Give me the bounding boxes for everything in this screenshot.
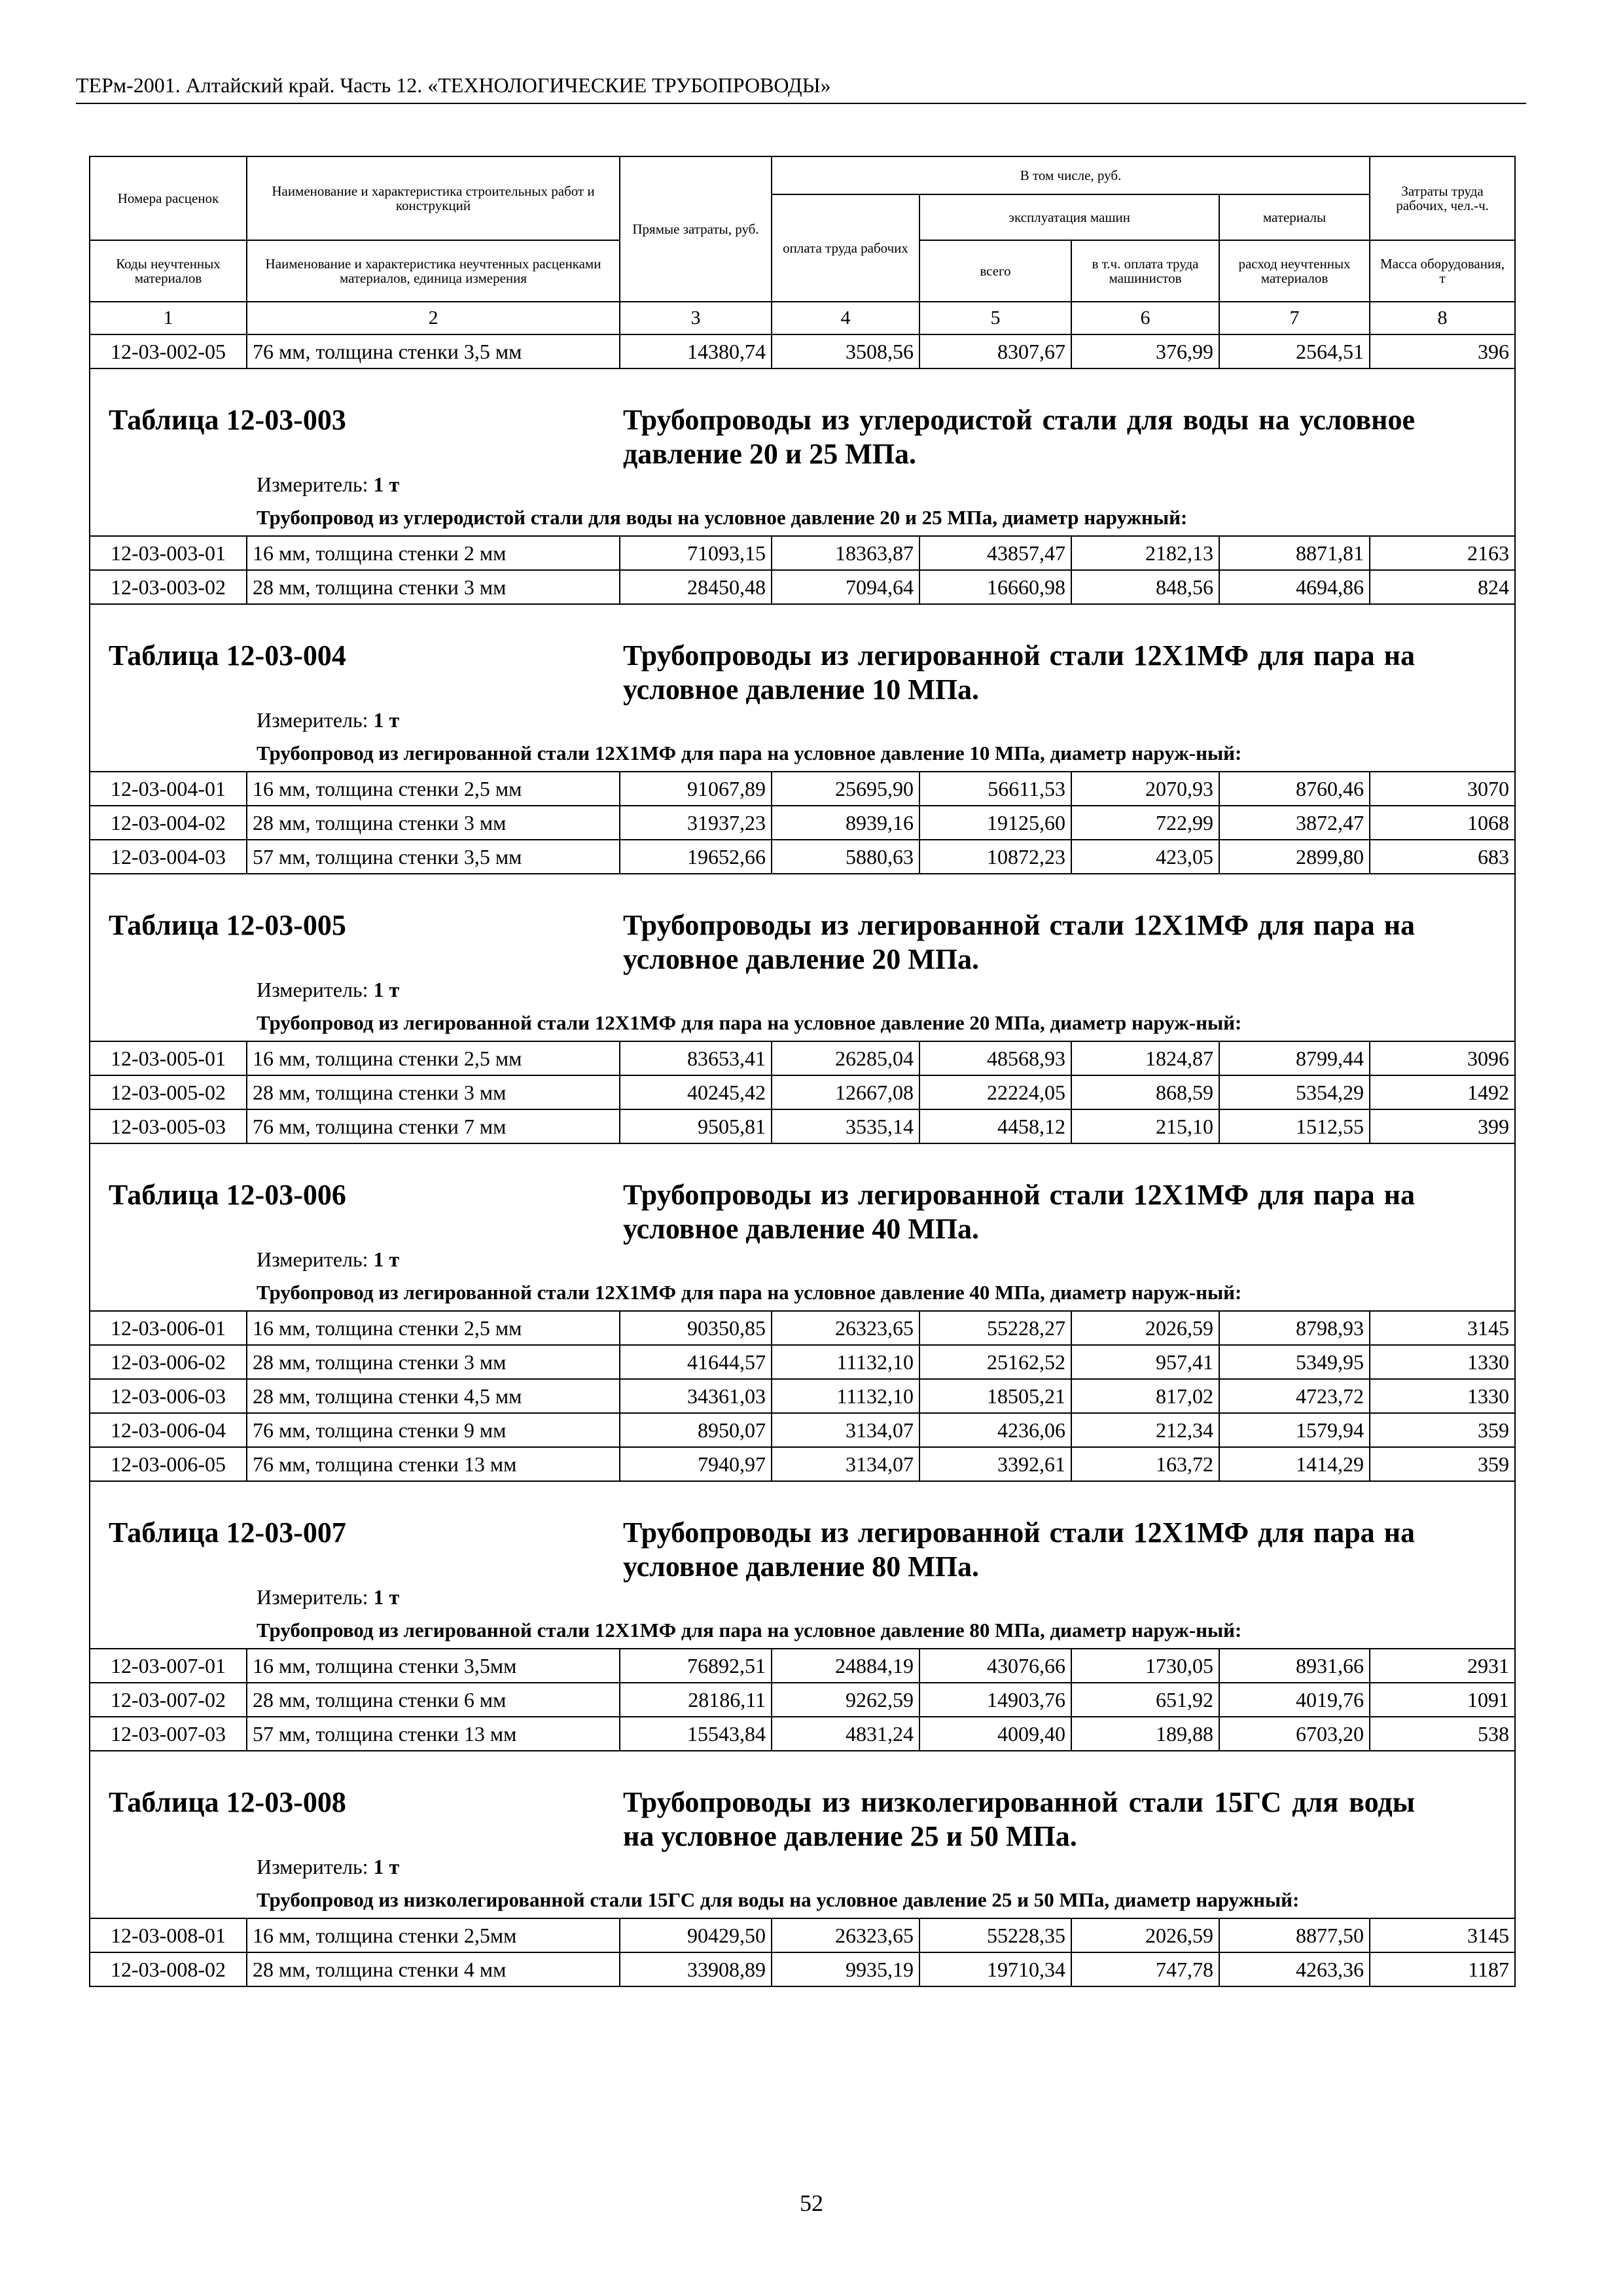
rate-code: 12-03-004-01 bbox=[90, 772, 247, 806]
table-heading bbox=[90, 1751, 1515, 1882]
direct-cost: 71093,15 bbox=[620, 536, 772, 570]
measure-label: Измеритель: bbox=[257, 708, 368, 732]
machinist-wages: 212,34 bbox=[1071, 1413, 1219, 1447]
labor-hours: 359 bbox=[1370, 1413, 1515, 1447]
machinist-wages: 817,02 bbox=[1071, 1379, 1219, 1413]
measure-value: 1 т bbox=[373, 473, 400, 496]
machines-total: 10872,23 bbox=[919, 840, 1071, 874]
labor-hours: 683 bbox=[1370, 840, 1515, 874]
direct-cost: 40245,42 bbox=[620, 1075, 772, 1109]
labor-hours: 3145 bbox=[1370, 1311, 1515, 1345]
column-number: 8 bbox=[1370, 302, 1515, 334]
rate-code: 12-03-007-03 bbox=[90, 1717, 247, 1751]
col-head-machines: эксплуатация машин bbox=[919, 194, 1219, 240]
table-heading-row bbox=[90, 874, 1515, 1005]
machines-total: 43857,47 bbox=[919, 536, 1071, 570]
rate-code: 12-03-007-01 bbox=[90, 1649, 247, 1683]
table-caption: Трубопровод из низколегированной стали 15ГС для воды на условное давление 25 и 50 МПа, диаметр наружный: bbox=[90, 1882, 1515, 1918]
rate-code: 12-03-008-02 bbox=[90, 1952, 247, 1986]
price-table bbox=[89, 156, 1516, 1987]
table-heading bbox=[90, 874, 1515, 1005]
measure-label: Измеритель: bbox=[257, 1855, 368, 1878]
rate-code: 12-03-006-02 bbox=[90, 1345, 247, 1379]
direct-cost: 90350,85 bbox=[620, 1311, 772, 1345]
table-caption-row bbox=[90, 736, 1515, 772]
machinist-wages: 2070,93 bbox=[1071, 772, 1219, 806]
measure-label: Измеритель: bbox=[257, 1247, 368, 1271]
machines-total: 4236,06 bbox=[919, 1413, 1071, 1447]
machinist-wages: 651,92 bbox=[1071, 1683, 1219, 1717]
table-title: Трубопроводы из низколегированной стали 15ГС для воды на условное давление 25 и 50 МПа. bbox=[623, 1786, 1415, 1852]
direct-cost: 91067,89 bbox=[620, 772, 772, 806]
row-description: 57 мм, толщина стенки 13 мм bbox=[247, 1717, 620, 1751]
materials-cost: 5349,95 bbox=[1219, 1345, 1370, 1379]
rate-code: 12-03-006-05 bbox=[90, 1447, 247, 1481]
row-description: 76 мм, толщина стенки 9 мм bbox=[247, 1413, 620, 1447]
labor-hours: 1091 bbox=[1370, 1683, 1515, 1717]
row-description: 16 мм, толщина стенки 3,5мм bbox=[247, 1649, 620, 1683]
machines-total: 55228,27 bbox=[919, 1311, 1071, 1345]
row-description: 28 мм, толщина стенки 3 мм bbox=[247, 570, 620, 604]
machines-total: 18505,21 bbox=[919, 1379, 1071, 1413]
labor-hours: 1187 bbox=[1370, 1952, 1515, 1986]
table-title: Трубопроводы из легированной стали 12Х1МФ для пара на условное давление 10 МПа. bbox=[623, 639, 1415, 706]
table-number: Таблица 12-03-008 bbox=[109, 1786, 346, 1818]
table-heading-row bbox=[90, 1481, 1515, 1613]
table-row bbox=[90, 1952, 1515, 1986]
materials-cost: 4019,76 bbox=[1219, 1683, 1370, 1717]
machines-total: 3392,61 bbox=[919, 1447, 1071, 1481]
col-head-direct: Прямые затраты, руб. bbox=[620, 156, 772, 302]
direct-cost: 28186,11 bbox=[620, 1683, 772, 1717]
wages-cost: 26323,65 bbox=[772, 1918, 919, 1952]
table-caption-row bbox=[90, 500, 1515, 536]
machinist-wages: 1730,05 bbox=[1071, 1649, 1219, 1683]
machinist-wages: 2026,59 bbox=[1071, 1311, 1219, 1345]
table-title: Трубопроводы из легированной стали 12Х1МФ для пара на условное давление 40 МПа. bbox=[623, 1179, 1415, 1245]
machinist-wages: 1824,87 bbox=[1071, 1041, 1219, 1075]
table-row bbox=[90, 536, 1515, 570]
measure-value: 1 т bbox=[373, 1855, 400, 1878]
machines-total: 19125,60 bbox=[919, 806, 1071, 840]
wages-cost: 12667,08 bbox=[772, 1075, 919, 1109]
row-description: 16 мм, толщина стенки 2,5 мм bbox=[247, 1041, 620, 1075]
table-row bbox=[90, 1311, 1515, 1345]
labor-hours: 3145 bbox=[1370, 1918, 1515, 1952]
table-caption-row bbox=[90, 1275, 1515, 1311]
col-head-code-bottom: Коды неучтенных материалов bbox=[90, 240, 247, 302]
row-description: 76 мм, толщина стенки 13 мм bbox=[247, 1447, 620, 1481]
materials-cost: 8799,44 bbox=[1219, 1041, 1370, 1075]
measure-value: 1 т bbox=[373, 1247, 400, 1271]
table-row bbox=[90, 840, 1515, 874]
wages-cost: 24884,19 bbox=[772, 1649, 919, 1683]
table-row bbox=[90, 1379, 1515, 1413]
measure-unit bbox=[257, 708, 399, 732]
table-heading bbox=[90, 368, 1515, 500]
table-number: Таблица 12-03-003 bbox=[109, 404, 346, 436]
col-head-materials-bottom: расход неучтенных материалов bbox=[1219, 240, 1370, 302]
rate-code: 12-03-002-05 bbox=[90, 334, 247, 368]
table-heading-row bbox=[90, 1751, 1515, 1882]
rate-code: 12-03-007-02 bbox=[90, 1683, 247, 1717]
wages-cost: 3134,07 bbox=[772, 1413, 919, 1447]
labor-hours: 1068 bbox=[1370, 806, 1515, 840]
wages-cost: 3134,07 bbox=[772, 1447, 919, 1481]
table-heading-row bbox=[90, 368, 1515, 500]
rate-code: 12-03-003-01 bbox=[90, 536, 247, 570]
machinist-wages: 868,59 bbox=[1071, 1075, 1219, 1109]
table-caption: Трубопровод из легированной стали 12Х1МФ для пара на условное давление 10 МПа, диаметр наруж-ный: bbox=[90, 736, 1515, 772]
labor-hours: 1330 bbox=[1370, 1345, 1515, 1379]
wages-cost: 18363,87 bbox=[772, 536, 919, 570]
materials-cost: 8798,93 bbox=[1219, 1311, 1370, 1345]
table-caption-row bbox=[90, 1613, 1515, 1649]
table-row bbox=[90, 806, 1515, 840]
table-title: Трубопроводы из легированной стали 12Х1МФ для пара на условное давление 20 МПа. bbox=[623, 909, 1415, 975]
table-row bbox=[90, 772, 1515, 806]
measure-label: Измеритель: bbox=[257, 978, 368, 1001]
machines-total: 4458,12 bbox=[919, 1109, 1071, 1143]
direct-cost: 8950,07 bbox=[620, 1413, 772, 1447]
measure-unit bbox=[257, 1855, 399, 1879]
direct-cost: 7940,97 bbox=[620, 1447, 772, 1481]
labor-hours: 824 bbox=[1370, 570, 1515, 604]
table-title: Трубопроводы из легированной стали 12Х1МФ для пара на условное давление 80 МПа. bbox=[623, 1516, 1415, 1583]
direct-cost: 33908,89 bbox=[620, 1952, 772, 1986]
direct-cost: 90429,50 bbox=[620, 1918, 772, 1952]
measure-unit bbox=[257, 1585, 399, 1609]
rate-code: 12-03-004-02 bbox=[90, 806, 247, 840]
column-number: 1 bbox=[90, 302, 247, 334]
rate-code: 12-03-005-01 bbox=[90, 1041, 247, 1075]
labor-hours: 2931 bbox=[1370, 1649, 1515, 1683]
machinist-wages: 2026,59 bbox=[1071, 1918, 1219, 1952]
table-row bbox=[90, 1683, 1515, 1717]
table-caption: Трубопровод из легированной стали 12Х1МФ для пара на условное давление 80 МПа, диаметр наруж-ный: bbox=[90, 1613, 1515, 1649]
table-number: Таблица 12-03-006 bbox=[109, 1179, 346, 1211]
wages-cost: 5880,63 bbox=[772, 840, 919, 874]
direct-cost: 31937,23 bbox=[620, 806, 772, 840]
col-head-labor-bottom: Масса оборудования, т bbox=[1370, 240, 1515, 302]
rate-code: 12-03-003-02 bbox=[90, 570, 247, 604]
machinist-wages: 957,41 bbox=[1071, 1345, 1219, 1379]
machines-total: 16660,98 bbox=[919, 570, 1071, 604]
row-description: 16 мм, толщина стенки 2 мм bbox=[247, 536, 620, 570]
table-heading bbox=[90, 1143, 1515, 1275]
column-number: 5 bbox=[919, 302, 1071, 334]
wages-cost: 9935,19 bbox=[772, 1952, 919, 1986]
machines-total: 48568,93 bbox=[919, 1041, 1071, 1075]
materials-cost: 4723,72 bbox=[1219, 1379, 1370, 1413]
wages-cost: 11132,10 bbox=[772, 1345, 919, 1379]
row-description: 76 мм, толщина стенки 7 мм bbox=[247, 1109, 620, 1143]
rate-code: 12-03-004-03 bbox=[90, 840, 247, 874]
wages-cost: 3508,56 bbox=[772, 334, 919, 368]
machinist-wages: 722,99 bbox=[1071, 806, 1219, 840]
table-caption: Трубопровод из легированной стали 12Х1МФ для пара на условное давление 40 МПа, диаметр наруж-ный: bbox=[90, 1275, 1515, 1311]
table-row bbox=[90, 1041, 1515, 1075]
table-row bbox=[90, 1447, 1515, 1481]
labor-hours: 3070 bbox=[1370, 772, 1515, 806]
rate-code: 12-03-005-02 bbox=[90, 1075, 247, 1109]
wages-cost: 26323,65 bbox=[772, 1311, 919, 1345]
column-number: 7 bbox=[1219, 302, 1370, 334]
direct-cost: 41644,57 bbox=[620, 1345, 772, 1379]
row-description: 16 мм, толщина стенки 2,5 мм bbox=[247, 772, 620, 806]
column-number: 3 bbox=[620, 302, 772, 334]
table-row bbox=[90, 570, 1515, 604]
materials-cost: 2564,51 bbox=[1219, 334, 1370, 368]
machinist-wages: 423,05 bbox=[1071, 840, 1219, 874]
labor-hours: 1492 bbox=[1370, 1075, 1515, 1109]
row-description: 16 мм, толщина стенки 2,5 мм bbox=[247, 1311, 620, 1345]
machines-total: 25162,52 bbox=[919, 1345, 1071, 1379]
rate-code: 12-03-006-04 bbox=[90, 1413, 247, 1447]
wages-cost: 25695,90 bbox=[772, 772, 919, 806]
table-heading bbox=[90, 604, 1515, 736]
row-description: 28 мм, толщина стенки 3 мм bbox=[247, 1345, 620, 1379]
materials-cost: 6703,20 bbox=[1219, 1717, 1370, 1751]
col-head-wages: оплата труда рабочих bbox=[772, 194, 919, 302]
direct-cost: 83653,41 bbox=[620, 1041, 772, 1075]
table-heading bbox=[90, 1481, 1515, 1613]
machinist-wages: 189,88 bbox=[1071, 1717, 1219, 1751]
direct-cost: 34361,03 bbox=[620, 1379, 772, 1413]
materials-cost: 3872,47 bbox=[1219, 806, 1370, 840]
table-caption-row bbox=[90, 1882, 1515, 1918]
direct-cost: 28450,48 bbox=[620, 570, 772, 604]
machines-total: 14903,76 bbox=[919, 1683, 1071, 1717]
col-head-machines-total: всего bbox=[919, 240, 1071, 302]
row-description: 57 мм, толщина стенки 3,5 мм bbox=[247, 840, 620, 874]
machines-total: 56611,53 bbox=[919, 772, 1071, 806]
row-description: 76 мм, толщина стенки 3,5 мм bbox=[247, 334, 620, 368]
table-number: Таблица 12-03-005 bbox=[109, 909, 346, 941]
direct-cost: 15543,84 bbox=[620, 1717, 772, 1751]
wages-cost: 4831,24 bbox=[772, 1717, 919, 1751]
measure-label: Измеритель: bbox=[257, 473, 368, 496]
wages-cost: 26285,04 bbox=[772, 1041, 919, 1075]
materials-cost: 8931,66 bbox=[1219, 1649, 1370, 1683]
measure-unit bbox=[257, 978, 399, 1002]
row-description: 28 мм, толщина стенки 3 мм bbox=[247, 1075, 620, 1109]
measure-label: Измеритель: bbox=[257, 1585, 368, 1609]
wages-cost: 11132,10 bbox=[772, 1379, 919, 1413]
direct-cost: 19652,66 bbox=[620, 840, 772, 874]
table-number: Таблица 12-03-004 bbox=[109, 639, 346, 672]
machines-total: 43076,66 bbox=[919, 1649, 1071, 1683]
table-row bbox=[90, 1717, 1515, 1751]
table-heading-row bbox=[90, 604, 1515, 736]
rate-code: 12-03-006-03 bbox=[90, 1379, 247, 1413]
col-head-materials-top: материалы bbox=[1219, 194, 1370, 240]
labor-hours: 359 bbox=[1370, 1447, 1515, 1481]
measure-unit bbox=[257, 473, 399, 497]
measure-unit bbox=[257, 1247, 399, 1272]
measure-value: 1 т bbox=[373, 1585, 400, 1609]
row-description: 28 мм, толщина стенки 4,5 мм bbox=[247, 1379, 620, 1413]
materials-cost: 1512,55 bbox=[1219, 1109, 1370, 1143]
direct-cost: 14380,74 bbox=[620, 334, 772, 368]
wages-cost: 9262,59 bbox=[772, 1683, 919, 1717]
labor-hours: 399 bbox=[1370, 1109, 1515, 1143]
labor-hours: 538 bbox=[1370, 1717, 1515, 1751]
page-number: 52 bbox=[800, 2190, 823, 2216]
table-number: Таблица 12-03-007 bbox=[109, 1516, 346, 1549]
col-head-name-top: Наименование и характеристика строительных работ и конструкций bbox=[247, 156, 620, 240]
table-heading-row bbox=[90, 1143, 1515, 1275]
machinist-wages: 376,99 bbox=[1071, 334, 1219, 368]
table-row bbox=[90, 1918, 1515, 1952]
machines-total: 8307,67 bbox=[919, 334, 1071, 368]
materials-cost: 2899,80 bbox=[1219, 840, 1370, 874]
wages-cost: 8939,16 bbox=[772, 806, 919, 840]
materials-cost: 5354,29 bbox=[1219, 1075, 1370, 1109]
machines-total: 55228,35 bbox=[919, 1918, 1071, 1952]
machinist-wages: 163,72 bbox=[1071, 1447, 1219, 1481]
table-row bbox=[90, 1075, 1515, 1109]
table-caption-row bbox=[90, 1005, 1515, 1041]
machinist-wages: 848,56 bbox=[1071, 570, 1219, 604]
col-head-including: В том числе, руб. bbox=[772, 156, 1370, 194]
row-description: 28 мм, толщина стенки 3 мм bbox=[247, 806, 620, 840]
column-numbers-row bbox=[90, 302, 1515, 334]
materials-cost: 1414,29 bbox=[1219, 1447, 1370, 1481]
labor-hours: 3096 bbox=[1370, 1041, 1515, 1075]
column-number: 4 bbox=[772, 302, 919, 334]
col-head-name-bottom: Наименование и характеристика неучтенных расценками материалов, единица измерения bbox=[247, 240, 620, 302]
column-number: 2 bbox=[247, 302, 620, 334]
table-caption: Трубопровод из углеродистой стали для воды на условное давление 20 и 25 МПа, диаметр наружный: bbox=[90, 500, 1515, 536]
materials-cost: 8871,81 bbox=[1219, 536, 1370, 570]
table-caption: Трубопровод из легированной стали 12Х1МФ для пара на условное давление 20 МПа, диаметр наруж-ный: bbox=[90, 1005, 1515, 1041]
materials-cost: 8877,50 bbox=[1219, 1918, 1370, 1952]
table-row bbox=[90, 334, 1515, 368]
materials-cost: 8760,46 bbox=[1219, 772, 1370, 806]
machinist-wages: 747,78 bbox=[1071, 1952, 1219, 1986]
col-head-labor-top: Затраты труда рабочих, чел.-ч. bbox=[1370, 156, 1515, 240]
col-head-code-top: Номера расценок bbox=[90, 156, 247, 240]
rate-code: 12-03-005-03 bbox=[90, 1109, 247, 1143]
row-description: 16 мм, толщина стенки 2,5мм bbox=[247, 1918, 620, 1952]
table-title: Трубопроводы из углеродистой стали для воды на условное давление 20 и 25 МПа. bbox=[623, 404, 1415, 470]
direct-cost: 9505,81 bbox=[620, 1109, 772, 1143]
measure-value: 1 т bbox=[373, 708, 400, 732]
row-description: 28 мм, толщина стенки 6 мм bbox=[247, 1683, 620, 1717]
labor-hours: 2163 bbox=[1370, 536, 1515, 570]
rate-code: 12-03-006-01 bbox=[90, 1311, 247, 1345]
labor-hours: 1330 bbox=[1370, 1379, 1515, 1413]
row-description: 28 мм, толщина стенки 4 мм bbox=[247, 1952, 620, 1986]
column-number: 6 bbox=[1071, 302, 1219, 334]
wages-cost: 3535,14 bbox=[772, 1109, 919, 1143]
table-row bbox=[90, 1109, 1515, 1143]
materials-cost: 1579,94 bbox=[1219, 1413, 1370, 1447]
direct-cost: 76892,51 bbox=[620, 1649, 772, 1683]
materials-cost: 4263,36 bbox=[1219, 1952, 1370, 1986]
table-row bbox=[90, 1345, 1515, 1379]
machines-total: 19710,34 bbox=[919, 1952, 1071, 1986]
page-header: ТЕРм-2001. Алтайский край. Часть 12. «ТЕХНОЛОГИЧЕСКИЕ ТРУБОПРОВОДЫ» bbox=[76, 73, 1526, 104]
rate-code: 12-03-008-01 bbox=[90, 1918, 247, 1952]
table-row bbox=[90, 1413, 1515, 1447]
measure-value: 1 т bbox=[373, 978, 400, 1001]
col-head-machines-wages: в т.ч. оплата труда машинистов bbox=[1071, 240, 1219, 302]
machines-total: 22224,05 bbox=[919, 1075, 1071, 1109]
materials-cost: 4694,86 bbox=[1219, 570, 1370, 604]
machinist-wages: 215,10 bbox=[1071, 1109, 1219, 1143]
wages-cost: 7094,64 bbox=[772, 570, 919, 604]
labor-hours: 396 bbox=[1370, 334, 1515, 368]
machinist-wages: 2182,13 bbox=[1071, 536, 1219, 570]
machines-total: 4009,40 bbox=[919, 1717, 1071, 1751]
table-row bbox=[90, 1649, 1515, 1683]
